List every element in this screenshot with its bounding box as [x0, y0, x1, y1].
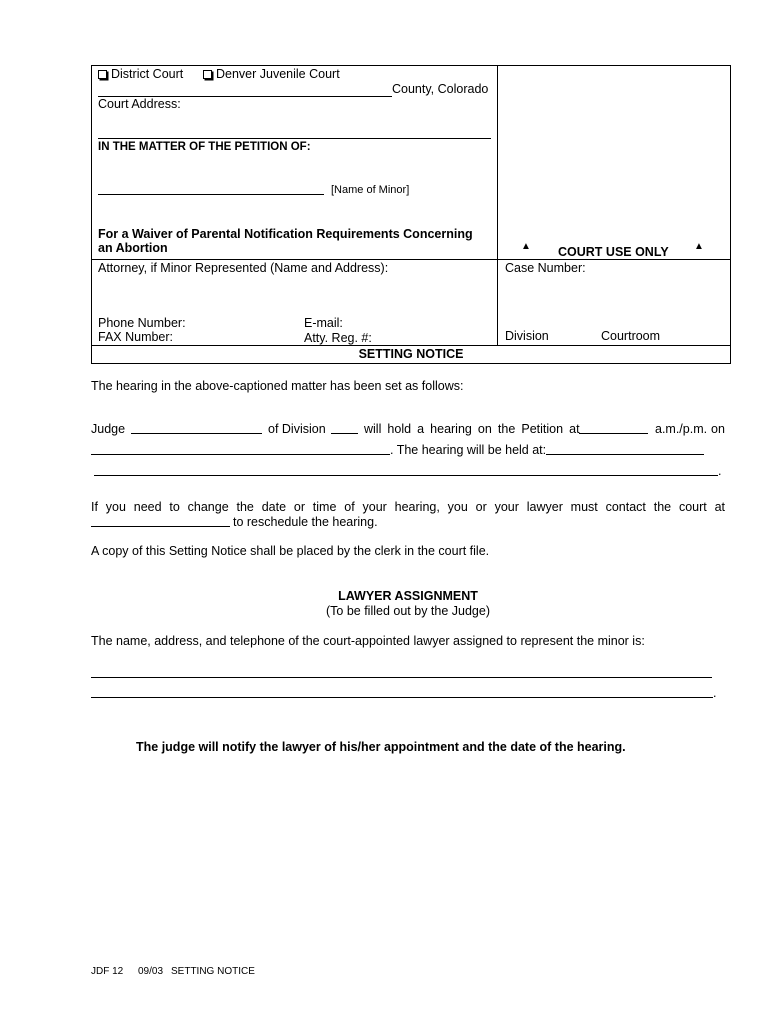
- held-at-label: . The hearing will be held at:: [390, 443, 547, 457]
- of-division-label: of Division: [268, 422, 326, 436]
- change-instructions-line1: If you need to change the date or time of your hearing, you or your lawyer must contact the court at: [91, 500, 725, 514]
- phone-number-label: Phone Number:: [98, 316, 186, 330]
- lawyer-assignment-heading: LAWYER ASSIGNMENT: [338, 589, 478, 603]
- county-field[interactable]: [98, 84, 392, 97]
- caption-divider-row2: [91, 345, 731, 346]
- waiver-title-line1: For a Waiver of Parental Notification Requirements Concerning: [98, 227, 473, 241]
- courtroom-label: Courtroom: [601, 329, 661, 343]
- county-label: County, Colorado: [392, 82, 489, 96]
- in-the-matter-heading: IN THE MATTER OF THE PETITION OF:: [98, 141, 311, 153]
- location-field-continued[interactable]: [94, 464, 718, 476]
- change-instructions-line2: to reschedule the hearing.: [233, 515, 378, 529]
- case-number-label: Case Number:: [505, 261, 586, 275]
- footer-date: 09/03: [138, 966, 164, 977]
- intro-text: The hearing in the above-captioned matter has been set as follows:: [91, 379, 464, 393]
- up-arrow-icon: ▲: [521, 241, 531, 252]
- lawyer-info-field-1[interactable]: [91, 677, 712, 678]
- waiver-title-line2: an Abortion: [98, 241, 168, 255]
- caption-divider-vertical: [497, 65, 498, 345]
- court-address-field[interactable]: [98, 138, 491, 139]
- date-field[interactable]: [91, 443, 390, 455]
- judge-name-field[interactable]: [131, 422, 262, 434]
- district-court-option[interactable]: District Court: [98, 67, 183, 81]
- footer-form-number: JDF 12: [91, 966, 124, 977]
- district-court-checkbox[interactable]: [98, 70, 107, 79]
- name-of-minor-field[interactable]: [98, 184, 324, 195]
- up-arrow-icon: ▲: [694, 241, 704, 252]
- judge-label: Judge: [91, 422, 126, 436]
- copy-notice: A copy of this Setting Notice shall be placed by the clerk in the court file.: [91, 544, 490, 558]
- lawyer-assignment-subheading: (To be filled out by the Judge): [326, 604, 490, 618]
- name-of-minor-label: [Name of Minor]: [331, 184, 410, 196]
- court-address-label: Court Address:: [98, 97, 181, 111]
- location-field[interactable]: [546, 443, 704, 455]
- on-label: on: [711, 422, 725, 436]
- denver-juvenile-court-checkbox[interactable]: [203, 70, 212, 79]
- email-label: E-mail:: [304, 316, 343, 330]
- caption-box: [91, 65, 731, 364]
- court-use-only-label: COURT USE ONLY: [558, 245, 669, 259]
- attorney-label: Attorney, if Minor Represented (Name and Address):: [98, 261, 389, 275]
- court-phone-field[interactable]: [91, 515, 230, 527]
- division-label: Division: [505, 329, 549, 343]
- lawyer-assignment-text: The name, address, and telephone of the court-appointed lawyer assigned to represent the minor is:: [91, 634, 645, 648]
- atty-reg-label: Atty. Reg. #:: [304, 331, 372, 345]
- fax-number-label: FAX Number:: [98, 330, 174, 344]
- time-field[interactable]: [579, 422, 648, 434]
- caption-divider-row1: [91, 259, 731, 260]
- footer-form-name: SETTING NOTICE: [171, 966, 255, 977]
- location-period: .: [718, 464, 722, 478]
- will-hold-label: will hold a hearing on the Petition at: [364, 422, 580, 436]
- notify-statement: The judge will notify the lawyer of his/her appointment and the date of the hearing.: [136, 740, 626, 754]
- lawyer-info-field-2[interactable]: [91, 697, 713, 698]
- am-pm-label: a.m./p.m.: [655, 422, 708, 436]
- document-title: SETTING NOTICE: [358, 347, 464, 361]
- denver-juvenile-court-option[interactable]: Denver Juvenile Court: [203, 67, 340, 81]
- lawyer-info-period: .: [713, 686, 717, 700]
- division-field[interactable]: [331, 422, 358, 434]
